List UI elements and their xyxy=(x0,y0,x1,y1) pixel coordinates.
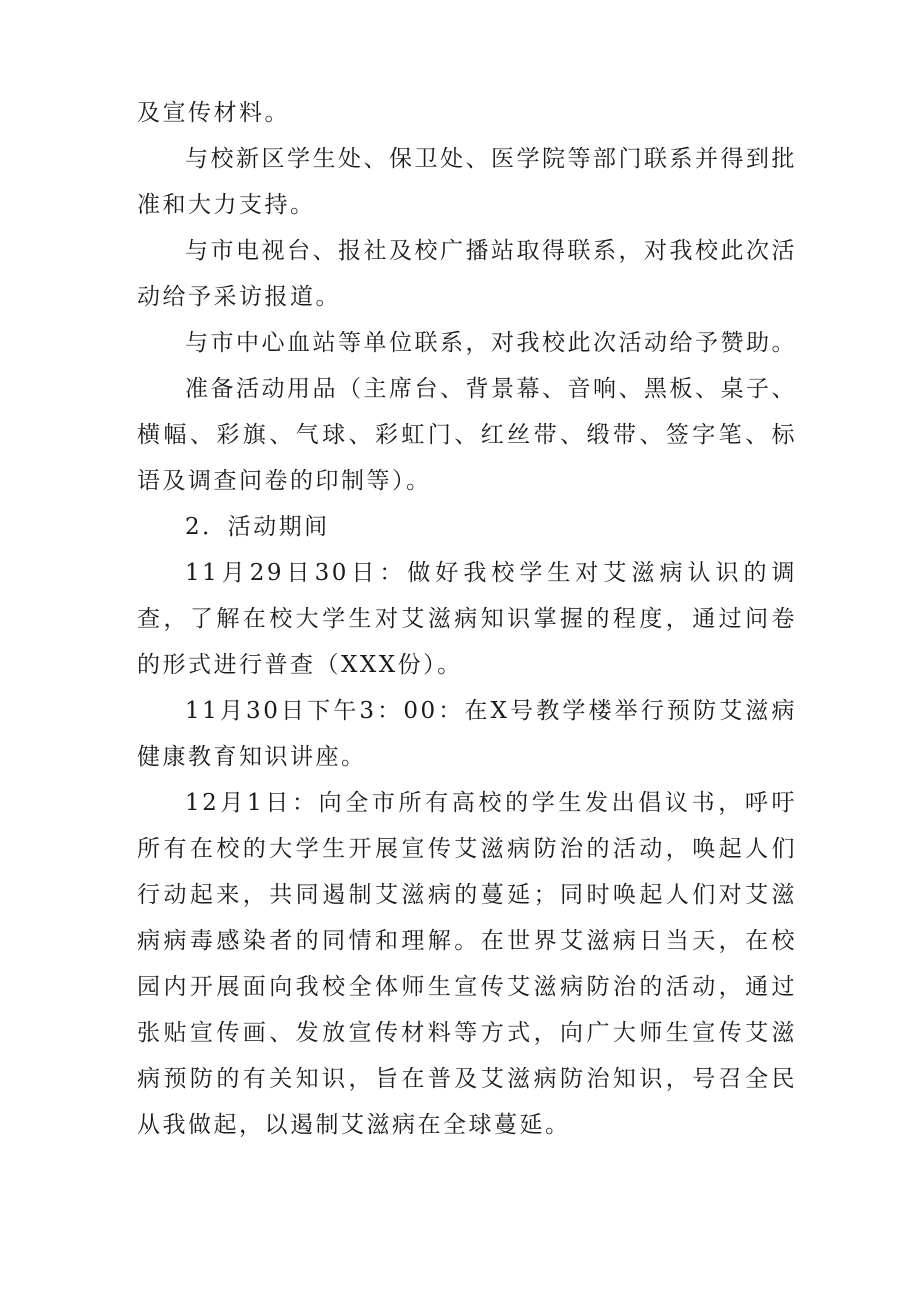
paragraph-materials-end: 及宣传材料。 xyxy=(137,100,290,126)
section-heading-activity-period: 2．活动期间 xyxy=(185,514,330,540)
document-body xyxy=(137,90,797,1148)
paragraph-supplies: 准备活动用品（主席台、背景幕、音响、黑板、桌子、横幅、彩旗、气球、彩虹门、红丝带、缎带、签字笔、标语及调查问卷的印制等）。 xyxy=(137,376,797,494)
paragraph-media-contact: 与市电视台、报社及校广播站取得联系，对我校此次活动给予采访报道。 xyxy=(137,238,797,310)
paragraph-sponsor-contact: 与市中心血站等单位联系，对我校此次活动给予赞助。 xyxy=(185,330,797,356)
paragraph-lecture: 11月30日下午3：00：在X号教学楼举行预防艾滋病健康教育知识讲座。 xyxy=(137,698,797,770)
paragraph-survey: 11月29日30日：做好我校学生对艾滋病认识的调查，了解在校大学生对艾滋病知识掌握的程度，通过问卷的形式进行普查（XXX份）。 xyxy=(137,560,797,678)
paragraph-world-aids-day: 12月1日：向全市所有高校的学生发出倡议书，呼吁所有在校的大学生开展宣传艾滋病防治的活动，唤起人们行动起来，共同遏制艾滋病的蔓延；同时唤起人们对艾滋病病毒感染者的同情和理解。在世界艾滋病日当天，在校园内开展面向我校全体师生宣传艾滋病防治的活动，通过张贴宣传画、发放宣传材料等方式，向广大师生宣传艾滋病预防的有关知识，旨在普及艾滋病防治知识，号召全民从我做起，以遏制艾滋病在全球蔓延。 xyxy=(137,790,797,1138)
paragraph-department-contact: 与校新区学生处、保卫处、医学院等部门联系并得到批准和大力支持。 xyxy=(137,146,797,218)
